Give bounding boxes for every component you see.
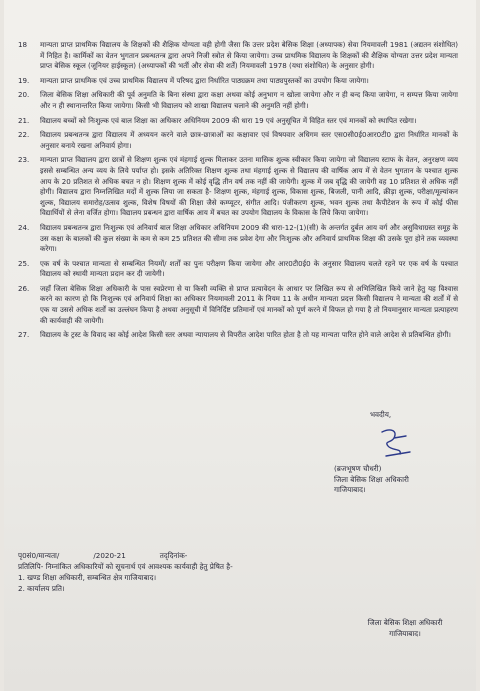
closing-salutation: भवदीय, — [370, 410, 392, 419]
clause-text: विद्यालय बच्चों को निःशुल्क एवं बाल शिक्षा का अधिकार अधिनियम 2009 की धारा 19 एवं अनुसूचित में विहित स्तर एवं मानकों को स्थापित रखेगा। — [40, 115, 417, 125]
clause-number: 24. — [18, 222, 30, 232]
clause-text: विद्यालय के ट्रस्ट के विवाद का कोई आदेश किसी स्तर अथवा न्यायालय से विपरीत आदेश पारित होता है तो यह मान्यता पारित होने वाले आदेश से प्रतिबन्धित होगी। — [40, 330, 451, 340]
clause-text: जिला बेसिक शिक्षा अधिकारी की पूर्व अनुमति के बिना संस्था द्वारा कक्षा अथवा कोई अनुभाग न खोला जायेगा और न ही बन्द किया जायेगा, न सम्पत्त किया जायेगा और न ही स्थानान्तरित किया जायेगा। किसी भी विद्यालय को शाखा विद्यालय चलाने की अनुमति नहीं होगी। — [40, 90, 458, 110]
clause-number: 19. — [18, 75, 30, 85]
clause-number: 20. — [18, 90, 30, 100]
clause-list — [18, 40, 458, 341]
clause-text: मान्यता प्राप्त प्राथमिक एवं उच्च प्राथमिक विद्यालय में परिषद द्वारा निर्धारित पाठ्यक्रम तथा पाठ्यपुस्तकों का उपयोग किया जायेगा। — [40, 75, 369, 85]
clause-number: 27. — [18, 330, 30, 340]
clause-item — [18, 116, 458, 127]
dispatch-section — [18, 550, 458, 594]
signatory-block-2 — [350, 618, 460, 639]
clause-item — [18, 330, 458, 341]
clause-number: 25. — [18, 258, 30, 268]
recipient-item: 1. खण्ड शिक्षा अधिकारी, सम्बन्धित क्षेत्र गाजियाबाद। — [18, 573, 157, 582]
reference-number: पृ0सं0/मान्यता/ — [18, 551, 60, 560]
clause-item — [18, 90, 458, 111]
clause-item — [18, 284, 458, 326]
clause-number: 18 — [18, 40, 28, 49]
clause-text: एक वर्ष के पश्चात मान्यता से सम्बन्धित नियमों/ शर्तों का पुनः परीक्षण किया जायेगा और आर0टी0ई0 के अनुसार विद्यालय चलते रहने पर एक वर्ष के पश्चात विद्यालय को स्थायी मान्यता प्रदान कर दी जायेगी। — [40, 258, 458, 279]
clause-item — [18, 223, 458, 255]
reference-line — [18, 550, 458, 561]
recipient-item: 2. कार्यालय प्रति। — [18, 584, 65, 593]
clause-number: 22. — [18, 130, 30, 140]
clause-item — [18, 155, 458, 219]
clause-item — [18, 130, 458, 151]
clause-text: विद्यालय प्रबन्धतन्त्र द्वारा विद्यालय में अध्ययन करने वाले छात्र-छात्राओं का कक्षावार एवं विषयवार अधिगम स्तर एस0सी0ई0आर0टी0 द्वारा निर्धारित मानकों के अनुसार बनाये रखना अनिवार्य होगा। — [40, 130, 458, 150]
handwritten-signature — [376, 426, 416, 460]
signatory-name: (ब्रजभूषण चौधरी) — [334, 464, 382, 473]
clause-number: 23. — [18, 155, 30, 165]
clause-item — [18, 40, 458, 72]
clause-text: मान्यता प्राप्त विद्यालय द्वारा छात्रों से शिक्षण शुल्क एवं मंहगाई शुल्क मिलाकर उतना मासिक शुल्क स्वीकार किया जायेगा जो विद्यालय स्टाफ के वेतन, अनुरक्षण व्यय इससे सम्बन्धित अन्य व्यय के लिये पर्याप्त हो। इसके अतिरिक्त शिक्षण शुल्क तथा मंहगाई शुल्क से विद्यालय की वार्षिक आय में से वेतन भुगतान के पश्चात शुल्क आय के 20 प्रतिशत से अधिक बचत न हो। शिक्षण शुल्क में कोई वृद्धि तीन वर्ष तक नहीं की जायेगी। शुल्क में जब वृद्धि की जायेगी वह 10 प्रतिशत से अधिक नहीं होगी। विद्यालय द्वारा निम्नलिखित मदों में शुल्क लिया जा सकता है- शिक्षण शुल्क, मंहगाई शुल्क, विकास शुल्क, बिजली, पानी आदि, क्रीड़ा शुल्क, परीक्षा/मूल्यांकन शुल्क, विद्यालय समारोह/उत्सव शुल्क, विशेष विषयों की शिक्षा जैसे कम्प्यूटर, संगीत आदि। पंजीकरण शुल्क, भवन शुल्क तथा कैपीटेशन के रूप में कोई फीस विद्यार्थियों से लेना वर्जित होगा। विद्यालय प्रबन्धन द्वारा वार्षिक आय में बचत का उपयोग विद्यालय के विकास के लिये किया जायेगा। — [40, 155, 458, 218]
signatory-title: जिला बेसिक शिक्षा अधिकारी — [367, 618, 443, 627]
reference-date: तद्‌दिनांक- — [159, 551, 188, 560]
document-page — [4, 0, 476, 691]
copy-intro: प्रतिलिपि- निम्नांकित अधिकारियों को सूचनार्थ एवं आवश्यक कार्यवाही हेतु प्रेषित है- — [18, 562, 233, 571]
clause-text: मान्यता प्राप्त प्राथमिक विद्यालय के शिक्षकों की शैक्षिक योग्यता वही होगी जैसा कि उत्तर प्रदेश बेसिक शिक्षा (अध्यापक) सेवा नियमावली 1981 (अद्यतन संशोधित) में निहित है। कार्मिकों का वेतन भुगतान प्रबन्धतन्त्र द्वारा अपने निजी स्त्रोत से किया जायेगा। उच्च प्राथमिक विद्यालय के शिक्षकों की शैक्षिक योग्यता उत्तर प्रदेश मान्यता प्राप्त बेसिक स्कूल (जूनियर हाईस्कूल) (अध्यापकों की भर्ती और सेवा की शर्तें) नियमावली 1978 (यथा संशोधित) के अनुसार होगी। — [40, 40, 458, 71]
signatory-block — [334, 464, 464, 496]
clause-item — [18, 259, 458, 280]
clause-number: 21. — [18, 115, 30, 125]
reference-year: /2020-21 — [93, 551, 126, 560]
clause-number: 26. — [18, 283, 30, 293]
clause-text: विद्यालय प्रबन्धतन्त्र द्वारा निःशुल्क एवं अनिवार्य बाल शिक्षा अधिकार अधिनियम 2009 की धारा-12-(1)(सी) के अन्तर्गत दुर्बल आय वर्ग और असुविधाग्रस्त समूह के उस कक्षा के बालकों की कुल संख्या के कम से कम 25 प्रतिशत की सीमा तक प्रवेश देगा और निःशुल्क और अनिवार्य प्राथमिक शिक्षा की उसके पूरा होने तक व्यवस्था करेगा। — [40, 222, 458, 254]
clause-item — [18, 76, 458, 87]
clause-text: जहाँ जिला बेसिक शिक्षा अधिकारी के पास स्वप्रेरणा से या किसी व्यक्ति से प्राप्त प्रत्यावेदन के आधार पर लिखित रूप से अभिलिखित किये जाने हेतु यह विश्वास करने का कारण हो कि निःशुल्क एवं अनिवार्य शिक्षा का अधिकार नियमावली 2011 के नियम 11 के अधीन मान्यता प्रदत्त किसी विद्यालय ने मान्यता की शर्तों में से एक या उससे अधिक शर्तों का उल्लंघन किया है अथवा अनुसूची में विनिर्दिष्ट प्रतिमानों एवं मानकों को पूर्ण करने में विफल हो गया है तो नियमानुसार मान्यता प्रत्याहरण की कार्यवाही की जायेगी। — [40, 283, 458, 325]
signatory-place: गाजियाबाद। — [389, 628, 421, 638]
signatory-title: जिला बेसिक शिक्षा अधिकारी — [334, 474, 409, 484]
signatory-place: गाजियाबाद। — [334, 485, 366, 494]
